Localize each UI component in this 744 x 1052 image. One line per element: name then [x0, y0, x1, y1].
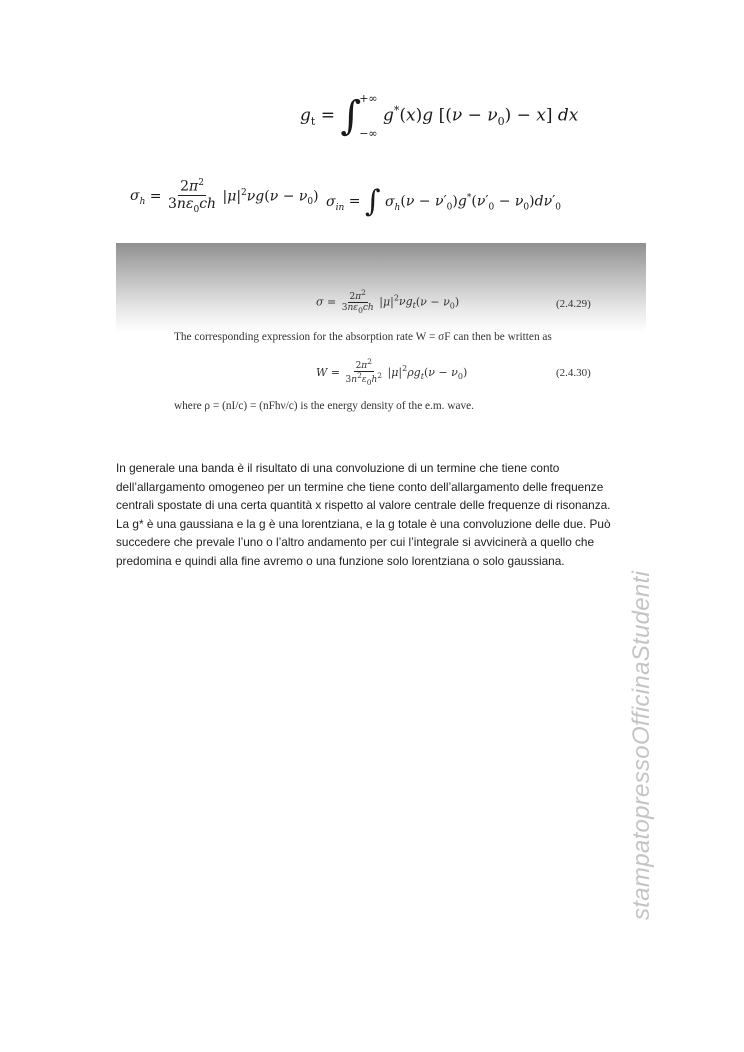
scanned-image-background	[116, 243, 646, 333]
book-where-line: where ρ = (nI/c) = (nFhν/c) is the energy density of the e.m. wave.	[174, 400, 474, 412]
watermark: stampatopressoOfficinaStudenti	[628, 570, 655, 920]
equation-convolution: $g_t$ = ∫ +∞ −∞ g*(x)g $[(\nu - \nu_0) - x]$ dx	[300, 92, 579, 140]
equation-number: (2.4.30)	[556, 367, 591, 379]
paragraph-line: In generale una banda è il risultato di una convoluzione di un termine che tiene conto	[116, 461, 560, 475]
equation-sigma-in: $\sigma_{in}$ = ∫ $\sigma_h(\nu - \nu'_0)g^*(\nu'_0 - \nu_0)d\nu'_0$	[326, 184, 562, 219]
paragraph-line: succedere che prevale l’uno o l’altro andamento per cui l’integrale si avvicinerà a quello che	[116, 535, 595, 550]
paragraph-line: predomina e quindi alla fine avremo o una funzione solo lorentziana o solo gaussiana.	[116, 553, 565, 568]
equation-absorption-rate: W = $\frac{2\pi^2}{3n^2\varepsilon_0h^2}$ $|\mu|^2\rho g_t(\nu - \nu_0)$	[316, 357, 468, 388]
equation-sigma-total: σ = $\frac{2\pi^2}{3n\varepsilon_0ch}$ $|\mu|^2\nu g_t(\nu - \nu_0)$	[316, 288, 460, 316]
paragraph-line: dell’allargamento omogeneo per un termine che tiene conto dell’allargamento delle frequenze	[116, 479, 604, 494]
paragraph-line: centrali spostate di una certa quantità x rispetto al valore centrale delle frequenze di risonanza.	[116, 498, 611, 513]
body-paragraph	[116, 459, 656, 571]
equation-number: (2.4.29)	[556, 298, 591, 310]
paragraph-line: La g* è una gaussiana e la g è una lorentziana, e la g totale è una convoluzione delle due. Può	[116, 516, 611, 531]
equation-sigma-h: $\sigma_h$ = $\frac{2\pi^2}{3n\varepsilon_0ch}$ $|\mu|^2\nu g(\nu - \nu_0)$	[130, 178, 319, 215]
book-sentence: The corresponding expression for the absorption rate W = σF can then be written as	[174, 331, 552, 343]
